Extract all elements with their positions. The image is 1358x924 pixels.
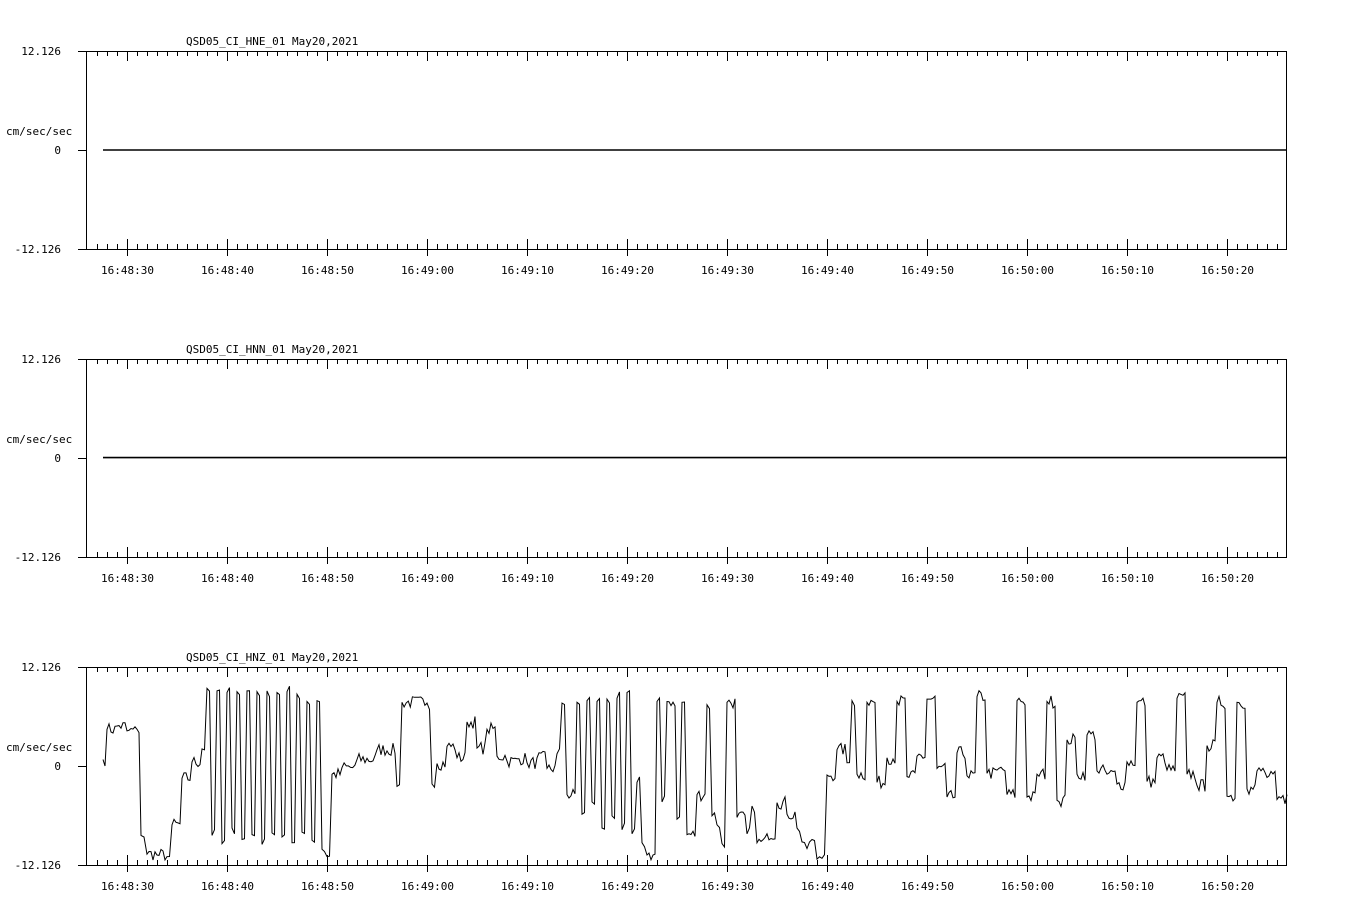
y-tick-label: 0: [54, 760, 61, 773]
panel-title: QSD05_CI_HNN_01 May20,2021: [186, 343, 359, 356]
y-axis-label: cm/sec/sec: [6, 741, 73, 754]
x-tick-label: 16:49:30: [701, 572, 754, 585]
y-tick-label: -12.126: [14, 859, 61, 872]
x-tick-label: 16:50:00: [1001, 264, 1054, 277]
x-tick-label: 16:49:10: [501, 264, 554, 277]
waveform-trace: [103, 686, 1287, 860]
x-tick-label: 16:48:30: [101, 572, 154, 585]
seismogram-panel: [6, 343, 1287, 585]
x-tick-label: 16:48:50: [301, 572, 354, 585]
x-tick-label: 16:49:30: [701, 264, 754, 277]
seismogram-panel: [6, 651, 1287, 893]
x-tick-label: 16:49:40: [801, 572, 854, 585]
x-tick-label: 16:48:50: [301, 264, 354, 277]
x-tick-label: 16:48:40: [201, 880, 254, 893]
x-tick-label: 16:49:40: [801, 880, 854, 893]
x-tick-label: 16:49:10: [501, 880, 554, 893]
x-tick-label: 16:49:20: [601, 264, 654, 277]
y-tick-label: 12.126: [21, 45, 61, 58]
x-tick-label: 16:49:50: [901, 880, 954, 893]
panel-title: QSD05_CI_HNE_01 May20,2021: [186, 35, 359, 48]
x-tick-label: 16:49:20: [601, 880, 654, 893]
plot-frame: [87, 360, 1287, 558]
x-tick-label: 16:49:50: [901, 572, 954, 585]
seismogram-panel: [6, 35, 1287, 277]
y-tick-label: 12.126: [21, 661, 61, 674]
x-tick-label: 16:49:50: [901, 264, 954, 277]
x-tick-label: 16:48:40: [201, 264, 254, 277]
x-tick-label: 16:49:20: [601, 572, 654, 585]
y-tick-label: 0: [54, 452, 61, 465]
x-tick-label: 16:50:20: [1201, 880, 1254, 893]
x-tick-label: 16:50:10: [1101, 880, 1154, 893]
x-tick-label: 16:50:10: [1101, 572, 1154, 585]
x-tick-label: 16:49:00: [401, 572, 454, 585]
x-tick-label: 16:49:00: [401, 264, 454, 277]
x-tick-label: 16:49:30: [701, 880, 754, 893]
x-tick-label: 16:49:10: [501, 572, 554, 585]
x-tick-label: 16:48:30: [101, 264, 154, 277]
y-tick-label: -12.126: [14, 243, 61, 256]
x-tick-label: 16:50:20: [1201, 572, 1254, 585]
x-tick-label: 16:50:00: [1001, 572, 1054, 585]
x-tick-label: 16:49:00: [401, 880, 454, 893]
x-tick-label: 16:48:50: [301, 880, 354, 893]
x-tick-label: 16:49:40: [801, 264, 854, 277]
panel-title: QSD05_CI_HNZ_01 May20,2021: [186, 651, 359, 664]
x-tick-label: 16:48:30: [101, 880, 154, 893]
x-tick-label: 16:50:00: [1001, 880, 1054, 893]
y-axis-label: cm/sec/sec: [6, 125, 73, 138]
y-tick-label: 12.126: [21, 353, 61, 366]
y-tick-label: 0: [54, 144, 61, 157]
y-axis-label: cm/sec/sec: [6, 433, 73, 446]
x-tick-label: 16:50:20: [1201, 264, 1254, 277]
x-tick-label: 16:48:40: [201, 572, 254, 585]
x-tick-label: 16:50:10: [1101, 264, 1154, 277]
y-tick-label: -12.126: [14, 551, 61, 564]
